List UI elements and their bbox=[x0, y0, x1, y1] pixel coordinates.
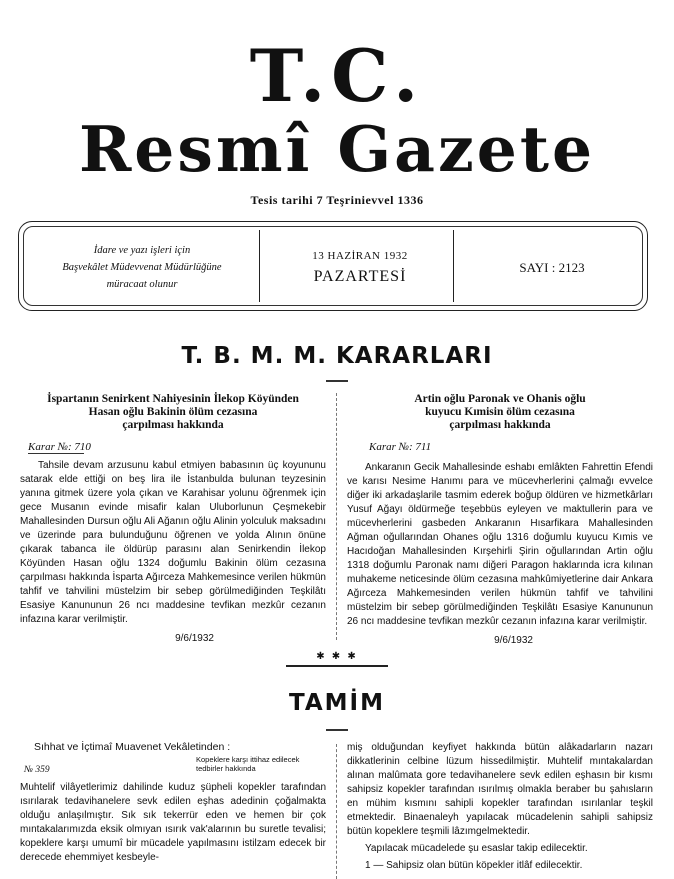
founding-date: Tesis tarihi 7 Teşrinievvel 1336 bbox=[250, 193, 424, 207]
decision-710 bbox=[20, 393, 326, 644]
circular-item-1: 1 — Sahipsiz olan bütün köpekler itlâf edilecektir. bbox=[365, 860, 583, 871]
circular-right-column bbox=[347, 741, 653, 873]
subject-line: tedbirler hakkında bbox=[196, 764, 256, 773]
section-ornament: ✱ ✱ ✱ bbox=[316, 651, 358, 662]
address-line: İdare ve yazı işleri için bbox=[93, 245, 191, 256]
column-divider bbox=[336, 393, 337, 640]
title-line: İspartanın Senirkent Nahiyesinin İlekop Köyünden bbox=[47, 393, 299, 405]
section-dash bbox=[326, 380, 348, 382]
circular-body-left: Muhtelif vilâyetlerimiz dahilinde kuduz şüpheli kopekler tarafından ısırılarak tedavihanelere sevk edilen eşhas adedinin çoğalmakta olduğu anlaşılmıştır. Sık sık tekerrür eden ve hemen bir çok mıntakalarımızda eksik olmıyan ısırık vak'alarının bu suretle tevalisi; kopeklere karşı umumî bir mücadele yapılmasını istilzam edecek bir derecede ehemmiyet kesbeyle- bbox=[20, 782, 326, 863]
issue-number: SAYI : 2123 bbox=[519, 260, 585, 275]
issue-day: PAZARTESİ bbox=[313, 268, 407, 285]
subject-line: Kopeklere karşı ittihaz edilecek bbox=[196, 755, 300, 764]
gazette-tc-heading: T.C. bbox=[249, 33, 425, 118]
ministry-heading: Sıhhat ve İçtimaî Muavenet Vekâletinden : bbox=[34, 741, 231, 753]
decision-number: Karar №: 710 bbox=[28, 441, 91, 453]
decision-body: Tahsile devam arzusunu kabul etmiyen babasının üç koyununu satarak elde ettiği on beş lira ile İstanbulda bulunan teyzesinin yanına gitmek üzere yola çıkan ve Karahisar yolunu öğrenmek için gece Musanın evinde misafir kalan Uluborlunun Çeşmekebir Mahallesinden Dursun oğlu Ali Ağanın oğlu Alinin yolculuk maksadını ve üzerinde para bulunduğunu öğrenen ve yolda Alının önüne çıkarak tabanca ile öldürüp parasını alan Senirkendin İlekop Köyünden Hasan oğlu 1324 doğumlu Bakinin ölüm cezasına çarpılması hakkında İsparta Ağırceza Mahkemesince verilen hükmün tahfif ve tahvilini müstelzim bir sebep görülmediğinden Teşkilâtı Esasiye Kanununun 26 ncı maddesine tevfikan mezkûr cezanın infazına karar verilmiştir. bbox=[20, 460, 326, 625]
title-line: çarpılması hakkında bbox=[122, 419, 224, 431]
issue-info-box bbox=[18, 221, 648, 311]
gazette-title: Resmî Gazete bbox=[78, 112, 596, 186]
circular-body-right: miş olduğundan keyfiyet hakkında bütün alâkadarların nazarı dikkatlerinin celbine lüzum hissedilmiştir. Muhtelif mıntakalardan alınan malûmata gore tedavihanelere sevk edilen eşhasın bir kısmı sahipsiz kopekler tarafından ısırılmış olmakla beraber bu şahısların en mühim kısmını sahipli kopekler tarafından ısırılanlar teşkil etmektedir. Binaenaleyh yapılacak mücadelenin sahipli sahipsiz bütün kopeklere teşmili lâzımgelmektedir. bbox=[347, 742, 653, 837]
decision-title bbox=[20, 393, 326, 432]
info-divider-right bbox=[453, 230, 454, 302]
section-dash bbox=[326, 729, 348, 731]
circular-meta bbox=[20, 755, 326, 781]
issue-date: 13 HAZİRAN 1932 bbox=[312, 250, 408, 262]
title-line: Artin oğlu Paronak ve Ohanis oğlu bbox=[414, 393, 586, 405]
address-line: müracaat olunur bbox=[106, 279, 178, 290]
decision-number: Karar №: 711 bbox=[369, 441, 432, 453]
decision-body: Ankaranın Gecik Mahallesinde eshabı emlâkten Fahrettin Efendi ve karısı Nesime Hanımı para ve mücevherlerini çalmağı evvelce diğer iki arkadaşlarile tasmim ederek boğup öldüren ve hizmetkârları Yusuf Ağayı öldürmeğe teşebbüs eyleyen ve maktullerin para ve mücevherlerini gasbeden Ankaranın Hısarfikara Mahallesinden Ağman oğullarından Ohanes oğlu 1316 doğumlu kuyucu Kımis ve Hacıdoğan Mahallesinden Kırşehirli Şirin oğullarından Artin oğlu 1318 doğumlu Paronak namı diğeri Paragon haklarında icra kılınan muhakeme neticesinde ölüm cezasına mahkûmiyetlerine dair Ankara Ağırceza Mahkemesinden verilen hükmün tahfif ve tahvilini müstelzim bir sebep görülmediğinden Teşkilâtı Esasiye Kanununun 26 ncı maddesine tevfikan mezkûr cezanın infazına karar verilmiştir. bbox=[347, 462, 653, 627]
address-line: Başvekâlet Müdevvenat Müdürlüğüne bbox=[62, 262, 222, 273]
decision-title bbox=[347, 393, 653, 432]
title-line: kuyucu Kımisin ölüm cezasına bbox=[425, 406, 575, 418]
title-line: Hasan oğlu Bakinin ölüm cezasına bbox=[88, 406, 258, 418]
circular-number: № 359 bbox=[24, 765, 50, 775]
section-title-tamim: TAMİM bbox=[288, 690, 386, 716]
circular-subject bbox=[196, 755, 336, 773]
karar-underline bbox=[28, 453, 84, 454]
decision-date: 9/6/1932 bbox=[494, 635, 533, 646]
circular-left-column bbox=[20, 741, 326, 865]
circular-intro: Yapılacak mücadelede şu esaslar takip edilecektir. bbox=[365, 843, 588, 854]
section-rule bbox=[286, 665, 388, 667]
column-divider bbox=[336, 744, 337, 879]
info-divider-left bbox=[259, 230, 260, 302]
decision-711 bbox=[347, 393, 653, 646]
title-line: çarpılması hakkında bbox=[449, 419, 551, 431]
editorial-address bbox=[27, 242, 257, 293]
section-title-tbmm: T. B. M. M. KARARLARI bbox=[181, 343, 493, 369]
decision-date: 9/6/1932 bbox=[175, 633, 214, 644]
